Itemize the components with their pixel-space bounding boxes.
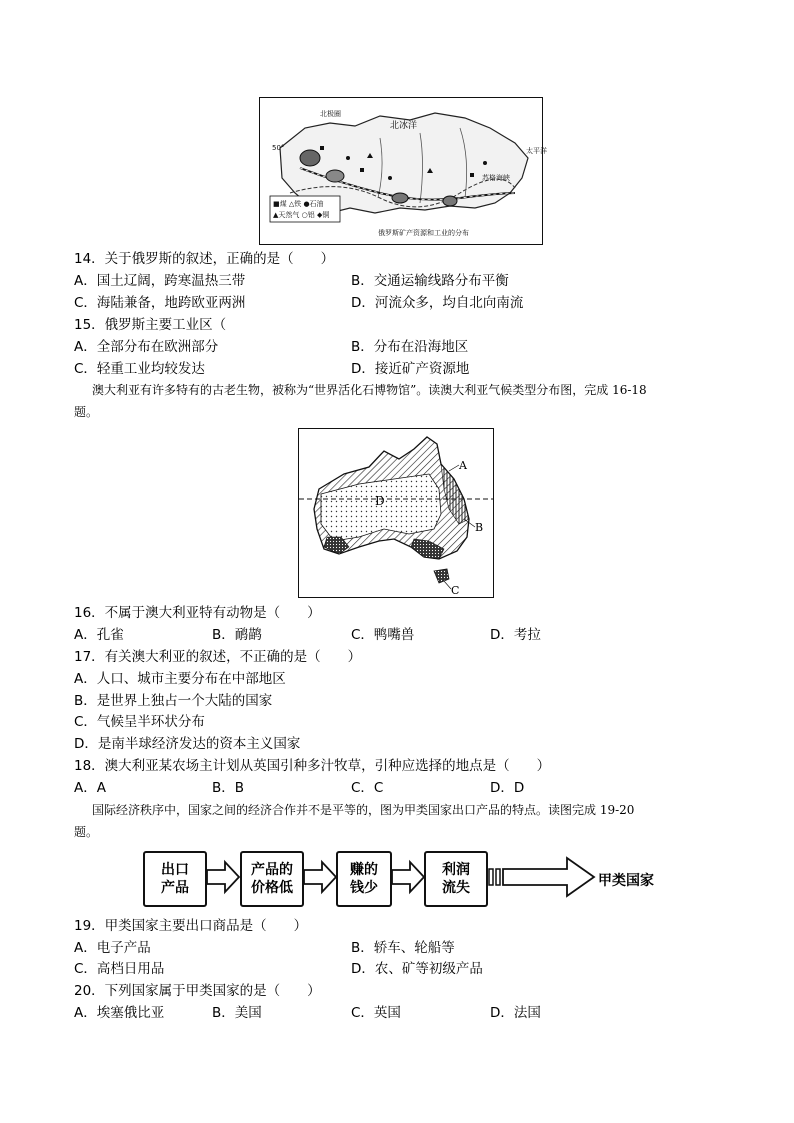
q14-option-c[interactable]: C．海陆兼备，地跨欧亚两洲 (74, 295, 246, 311)
q14-stem: 14．关于俄罗斯的叙述，正确的是（ ） (74, 251, 335, 267)
q15-option-b[interactable]: B．分布在沿海地区 (351, 339, 469, 355)
q16-option-d[interactable]: D．考拉 (490, 627, 541, 643)
q20-option-c[interactable]: C．英国 (351, 1005, 401, 1021)
q18-stem: 18．澳大利亚某农场主计划从英国引种多汁牧草，引种应选择的地点是（ ） (74, 758, 551, 774)
legend-row-2: ▲天然气 ○铝 ◆铜 (273, 211, 330, 219)
intro-econ-line1: 国际经济秩序中，国家之间的经济合作并不是平等的，图为甲类国家出口产品的特点。读图完成 19-20 (92, 803, 635, 817)
intro-econ-line2: 题。 (74, 825, 99, 839)
russia-map-caption: 俄罗斯矿产资源和工业的分布 (378, 229, 469, 237)
australia-map-drawing (299, 429, 493, 597)
lat50-label: 50° (272, 144, 285, 152)
russia-map-drawing (260, 98, 547, 244)
q20-option-b[interactable]: B．美国 (212, 1005, 262, 1021)
q19-option-d[interactable]: D．农、矿等初级产品 (351, 961, 483, 977)
q17-option-c[interactable]: C．气候呈半环状分布 (74, 714, 205, 730)
arctic-ocean-label: 北冰洋 (390, 121, 418, 131)
aus-label-a: A (459, 459, 467, 472)
aus-label-c: C (451, 584, 460, 597)
q19-option-b[interactable]: B．轿车、轮船等 (351, 940, 455, 956)
flow-arrow-big (487, 855, 597, 899)
q14-option-d[interactable]: D．河流众多，均自北向南流 (351, 295, 524, 311)
q15-option-a[interactable]: A．全部分布在欧洲部分 (74, 339, 219, 355)
flow-box-low-price: 产品的 价格低 (240, 851, 304, 907)
q18-option-b[interactable]: B．B (212, 780, 245, 796)
q16-option-c[interactable]: C．鸭嘴兽 (351, 627, 415, 643)
flow-box-profit-loss: 利润 流失 (424, 851, 488, 907)
q18-option-a[interactable]: A．A (74, 780, 106, 796)
flow-arrow-2 (302, 860, 338, 894)
intro-australia-line1: 澳大利亚有许多特有的古老生物，被称为“世界活化石博物馆”。读澳大利亚气候类型分布图，完成 16-18 (92, 383, 647, 397)
intro-australia-line2: 题。 (74, 405, 99, 419)
q17-stem: 17．有关澳大利亚的叙述，不正确的是（ ） (74, 649, 362, 665)
q17-option-d[interactable]: D．是南半球经济发达的资本主义国家 (74, 736, 301, 752)
q15-option-d[interactable]: D．接近矿产资源地 (351, 361, 470, 377)
q16-stem: 16．不属于澳大利亚特有动物是（ ） (74, 605, 321, 621)
q15-option-c[interactable]: C．轻重工业均较发达 (74, 361, 205, 377)
flow-end-label: 甲类国家 (598, 873, 654, 889)
flow-arrow-1 (205, 860, 241, 894)
flow-box-less-money: 赚的 钱少 (336, 851, 392, 907)
strait-label: 苏格海峡 (482, 174, 510, 182)
russia-map (259, 97, 547, 245)
australia-map (298, 428, 494, 598)
q20-option-a[interactable]: A．埃塞俄比亚 (74, 1005, 165, 1021)
flow-box-export-products: 出口 产品 (143, 851, 207, 907)
q19-option-c[interactable]: C．高档日用品 (74, 961, 165, 977)
aus-label-b: B (475, 521, 484, 534)
pacific-label: 太平洋 (526, 147, 547, 155)
q18-option-c[interactable]: C．C (351, 780, 384, 796)
q18-option-d[interactable]: D．D (490, 780, 525, 796)
q15-stem: 15．俄罗斯主要工业区（ (74, 317, 227, 333)
q17-option-a[interactable]: A．人口、城市主要分布在中部地区 (74, 671, 286, 687)
q14-option-a[interactable]: A．国土辽阔，跨寒温热三带 (74, 273, 246, 289)
q20-option-d[interactable]: D．法国 (490, 1005, 541, 1021)
q16-option-a[interactable]: A．孔雀 (74, 627, 124, 643)
q14-option-b[interactable]: B．交通运输线路分布平衡 (351, 273, 509, 289)
q17-option-b[interactable]: B．是世界上独占一个大陆的国家 (74, 693, 273, 709)
aus-label-d: D (375, 494, 385, 508)
q19-option-a[interactable]: A．电子产品 (74, 940, 151, 956)
legend-row-1: ■煤 △铁 ●石油 (273, 200, 324, 208)
q19-stem: 19．甲类国家主要出口商品是（ ） (74, 918, 308, 934)
flow-arrow-3 (390, 860, 426, 894)
q16-option-b[interactable]: B．鸸鹋 (212, 627, 262, 643)
russia-label-top: 北极圈 (320, 110, 341, 118)
q20-stem: 20．下列国家属于甲类国家的是（ ） (74, 983, 321, 999)
